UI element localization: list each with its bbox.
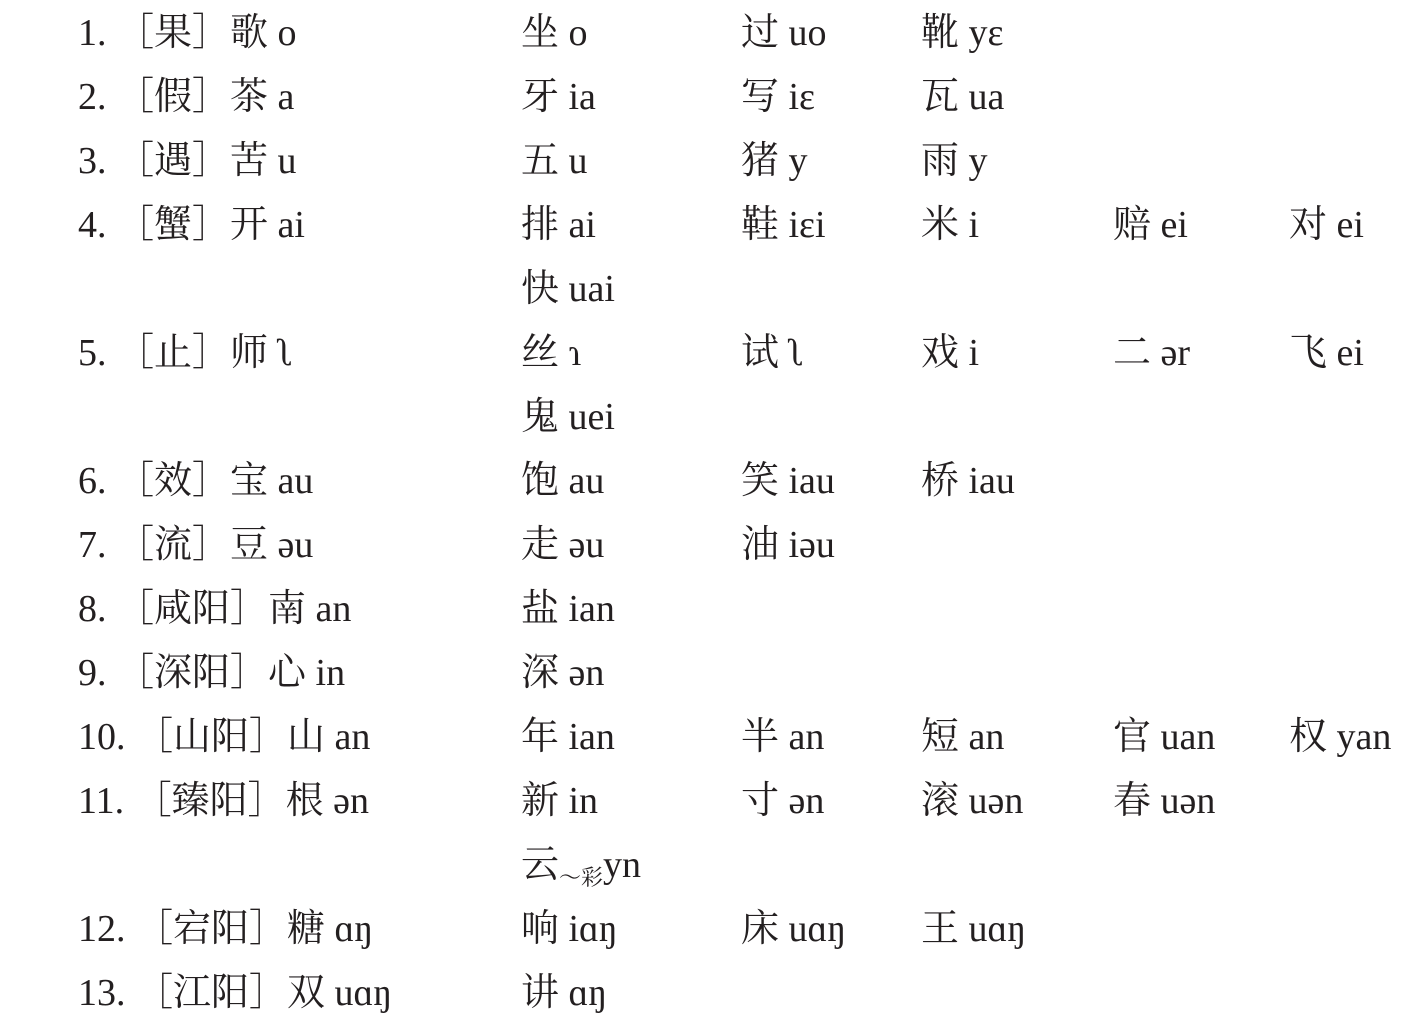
example-char: 云 [521,844,560,886]
category-cell [78,515,313,575]
example-syllable: 年 ian [521,716,615,758]
row-number: 5. [78,332,107,374]
example-syllable: 猪 y [741,140,808,182]
example-syllable: 歌 o [230,12,297,54]
example-syllable: 油 iəu [741,524,835,566]
row-number: 3. [78,140,107,182]
bracket-open: ［ [106,332,155,374]
bracket-open: ［ [106,204,155,246]
example-syllable: 宝 au [230,460,314,502]
example-syllable: 王 uɑŋ [921,908,1027,950]
example-syllable: 深 ən [521,652,605,694]
table-row [0,195,1411,255]
category-label: 咸阳 [154,588,231,630]
example-syllable: 二 ər [1113,332,1191,374]
example-syllable: 笑 iau [741,460,835,502]
category-cell [78,771,369,831]
bracket-close: ］ [230,588,269,630]
bracket-close: ］ [192,524,231,566]
category-label: 果 [154,12,193,54]
example-syllable: 坐 o [521,12,588,54]
table-row [0,771,1411,831]
example-syllable: 响 iɑŋ [521,908,618,950]
example-syllable: 双 uɑŋ [287,972,393,1014]
bracket-open: ［ [106,12,155,54]
bracket-close: ］ [192,332,231,374]
example-syllable [521,835,641,908]
example-syllable: 飞 ei [1289,332,1364,374]
example-syllable: 根 ən [285,780,370,822]
category-cell [78,195,305,255]
row-number: 9. [78,652,107,694]
example-syllable: 排 ai [521,204,596,246]
table-row [0,131,1411,191]
table-row [0,643,1411,703]
example-syllable: 盐 ian [521,588,615,630]
table-row-continuation [0,259,1411,319]
category-label: 止 [154,332,193,374]
table-row [0,67,1411,127]
row-number: 6. [78,460,107,502]
example-syllable: 心 in [268,652,346,694]
example-syllable: 靴 yɛ [921,12,1004,54]
example-syllable: 豆 əu [230,524,314,566]
example-syllable: 桥 iau [921,460,1015,502]
example-syllable: 牙 ia [521,76,596,118]
example-ipa: yn [603,844,642,886]
table-row [0,515,1411,575]
category-cell [78,899,373,959]
example-syllable: 米 i [921,204,980,246]
table-row [0,707,1411,767]
example-syllable: 床 uɑŋ [741,908,847,950]
example-syllable: 师 ʅ [230,332,295,374]
example-syllable: 新 in [521,780,599,822]
bracket-close: ］ [230,652,269,694]
example-syllable: 寸 ən [741,780,825,822]
example-syllable: 春 uən [1113,780,1216,822]
bracket-open: ［ [125,972,174,1014]
table-row [0,323,1411,383]
example-syllable: 半 an [741,716,825,758]
row-number: 2. [78,76,107,118]
category-label: 宕阳 [173,908,250,950]
table-row-continuation [0,835,1411,895]
example-syllable: 快 uai [521,268,615,310]
bracket-close: ］ [192,204,231,246]
example-syllable: 丝 ɿ [521,332,582,374]
example-syllable: 糖 ɑŋ [287,908,374,950]
example-syllable: 赔 ei [1113,204,1188,246]
bracket-open: ［ [125,908,174,950]
bracket-open: ［ [125,716,174,758]
category-label: 遇 [154,140,193,182]
row-number: 7. [78,524,107,566]
example-syllable: 对 ei [1289,204,1364,246]
bracket-open: ［ [106,588,155,630]
bracket-open: ［ [124,780,172,822]
example-syllable: 戏 i [921,332,980,374]
table-row [0,963,1411,1023]
example-syllable: 过 uo [741,12,827,54]
row-number: 1. [78,12,107,54]
example-syllable: 官 uan [1113,716,1216,758]
example-syllable: 试 ʅ [741,332,806,374]
bracket-close: ］ [249,716,288,758]
bracket-open: ［ [106,460,155,502]
example-syllable: 茶 a [230,76,295,118]
table-row-continuation [0,387,1411,447]
bracket-open: ［ [106,76,155,118]
example-syllable: 写 iɛ [741,76,816,118]
table-row [0,899,1411,959]
category-cell [78,131,297,191]
category-label: 江阳 [173,972,250,1014]
table-row [0,451,1411,511]
example-syllable: 南 an [268,588,352,630]
category-cell [78,323,294,383]
bracket-close: ］ [192,12,231,54]
category-cell [78,963,392,1023]
category-label: 深阳 [154,652,231,694]
row-number: 4. [78,204,107,246]
example-syllable: 山 an [287,716,371,758]
bracket-close: ］ [192,76,231,118]
category-cell [78,67,294,127]
example-syllable: 饱 au [521,460,605,502]
category-cell [78,643,345,703]
example-syllable: 走 əu [521,524,605,566]
category-label: 山阳 [173,716,250,758]
category-label: 效 [154,460,193,502]
category-cell [78,579,351,639]
example-syllable: 瓦 ua [921,76,1005,118]
bracket-close: ］ [192,140,231,182]
bracket-open: ［ [106,652,155,694]
bracket-close: ］ [249,908,288,950]
bracket-open: ［ [106,140,155,182]
example-subscript: ～彩 [559,865,604,890]
example-syllable: 五 u [521,140,588,182]
category-cell [78,451,313,511]
category-label: 蟹 [154,204,193,246]
example-syllable: 苦 u [230,140,297,182]
row-number: 12. [78,908,126,950]
row-number: 10. [78,716,126,758]
category-label: 臻阳 [171,780,248,822]
example-syllable: 滚 uən [921,780,1024,822]
table-row [0,579,1411,639]
row-number: 13. [78,972,126,1014]
category-label: 假 [154,76,193,118]
category-label: 流 [154,524,193,566]
example-syllable: 雨 y [921,140,988,182]
category-cell [78,3,297,63]
row-number: 11. [78,780,125,822]
row-number: 8. [78,588,107,630]
table-row [0,3,1411,63]
bracket-open: ［ [106,524,155,566]
example-syllable: 讲 ɑŋ [521,972,608,1014]
category-cell [78,707,370,767]
example-syllable: 权 yan [1289,716,1392,758]
example-syllable: 开 ai [230,204,305,246]
example-syllable: 鬼 uei [521,396,615,438]
bracket-close: ］ [192,460,231,502]
bracket-close: ］ [247,780,286,822]
example-syllable: 短 an [921,716,1005,758]
bracket-close: ］ [249,972,288,1014]
example-syllable: 鞋 iɛi [741,204,826,246]
